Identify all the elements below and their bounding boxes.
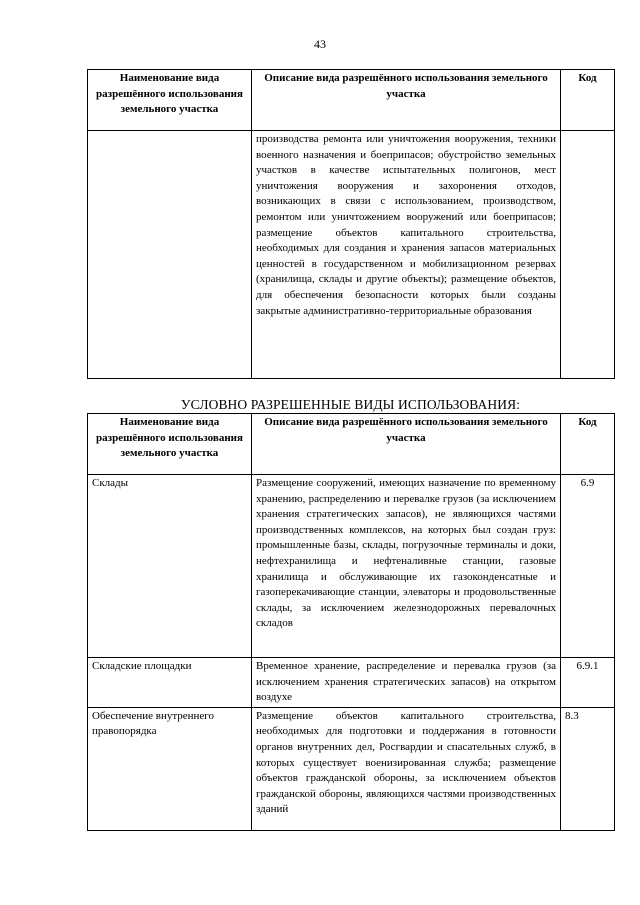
row-name: Склады xyxy=(88,475,252,658)
section-heading: УСЛОВНО РАЗРЕШЕННЫЕ ВИДЫ ИСПОЛЬЗОВАНИЯ: xyxy=(180,397,521,412)
header-description: Описание вида разрешённого использования земельного участка xyxy=(252,70,561,131)
row-description: Временное хранение, распределение и перевалка грузов (за исключением хранения стратегических запасов) на открытом воздухе xyxy=(252,658,561,708)
row-code: 8.3 xyxy=(561,707,615,830)
conditional-use-table xyxy=(87,413,615,831)
table-row xyxy=(88,707,615,830)
header-name: Наименование вида разрешённого использования земельного участка xyxy=(88,414,252,475)
row-name: Складские площадки xyxy=(88,658,252,708)
header-description: Описание вида разрешённого использования земельного участка xyxy=(252,414,561,475)
row-description: Размещение объектов капитального строительства, необходимых для подготовки и поддержания в готовности органов внутренних дел, Росгвардии и спасательных служб, в которых существует военизированная служба; размещение объектов гражданской обороны, за исключением объектов гражданской обороны, являющихся частями производственных зданий xyxy=(252,707,561,830)
row-code xyxy=(561,131,615,379)
header-code: Код xyxy=(561,70,615,131)
table-header-row xyxy=(88,414,615,475)
header-name: Наименование вида разрешённого использования земельного участка xyxy=(88,70,252,131)
permitted-use-table-continued xyxy=(87,69,615,379)
table-row xyxy=(88,131,615,379)
row-name xyxy=(88,131,252,379)
row-code: 6.9.1 xyxy=(561,658,615,708)
table-row xyxy=(88,658,615,708)
row-description: производства ремонта или уничтожения вооружения, техники военного назначения и боеприпасов; обустройство земельных участков в качестве испытательных полигонов, мест уничтожения вооружения и захоронения отходов, возникающих в связи с использованием, производством, ремонтом или уничтожением вооружений или боеприпасов; размещение объектов капитального строительства, необходимых для создания и хранения запасов материальных ценностей в государственном и мобилизационном резервах (хранилища, склады и другие объекты); размещение объектов, для обеспечения безопасности которых были созданы закрытые административно-территориальные образования xyxy=(252,131,561,379)
page-number: 43 xyxy=(314,37,326,51)
row-description: Размещение сооружений, имеющих назначение по временному хранению, распределению и перевалке грузов (за исключением хранения стратегических запасов), не являющихся частями производственных комплексов, на которых был создан груз: промышленные базы, склады, погрузочные терминалы и доки, нефтехранилища и нефтеналивные станции, газовые хранилища и обслуживающие их газоконденсатные и газоперекачивающие станции, элеваторы и продовольственные склады, за исключением железнодорожных перевалочных складов xyxy=(252,475,561,658)
table-row xyxy=(88,475,615,658)
row-code: 6.9 xyxy=(561,475,615,658)
table-header-row xyxy=(88,70,615,131)
header-code: Код xyxy=(561,414,615,475)
row-name: Обеспечение внутреннего правопорядка xyxy=(88,707,252,830)
